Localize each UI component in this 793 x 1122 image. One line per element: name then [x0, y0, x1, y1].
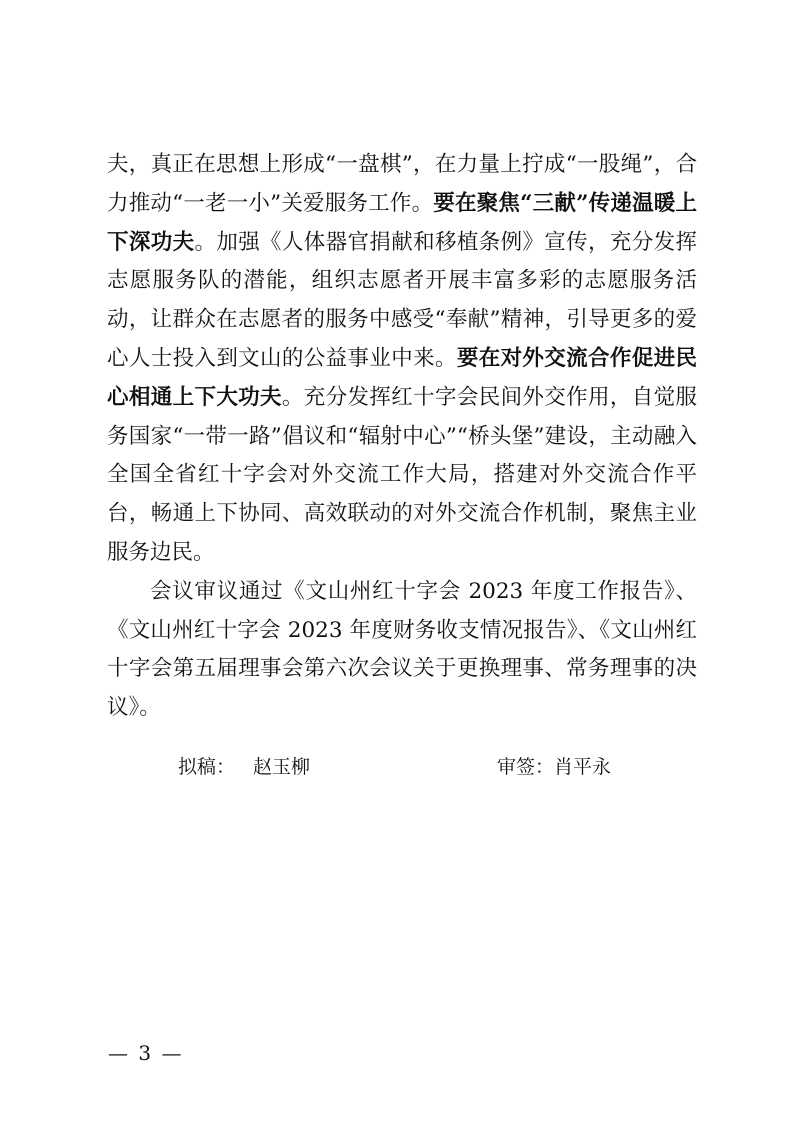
bold-heading-segment: 要在聚焦“三献”传递温暖上下深功夫	[107, 190, 697, 255]
text-segment: 夫，真正在思想上形成“一盘棋”，在力量上拧成“一股绳”，合力推动“一老一小”关爱服务工作。	[107, 152, 697, 216]
approver-name: 肖平永	[554, 756, 612, 778]
approver-label: 审签：	[497, 756, 555, 778]
approver-signature	[497, 752, 611, 779]
bold-heading-segment: 要在对外交流合作促进民心相通上下大功夫	[107, 345, 697, 410]
drafter-signature	[178, 752, 310, 779]
paragraph-2	[107, 573, 697, 728]
drafter-label: 拟稿：	[178, 756, 236, 778]
drafter-name: 赵玉柳	[253, 756, 311, 778]
text-segment: 。加强《人体器官捐献和移植条例》宣传，充分发挥志愿服务队的潜能，组织志愿者开展丰富多彩的志愿服务活动，让群众在志愿者的服务中感受“奉献”精神，引导更多的爱心人士投入到文山的公益事业中来。	[107, 229, 697, 371]
text-segment: 。充分发挥红十字会民间外交作用，自觉服务国家“一带一路”倡议和“辐射中心”“桥头堡”建设，主动融入全国全省红十字会对外交流工作大局，搭建对外交流合作平台，畅通上下协同、高效联动的对外交流合作机制，聚焦主业服务边民。	[107, 384, 697, 565]
signature-row	[0, 752, 793, 782]
paragraph-1	[107, 146, 697, 573]
text-segment: 会议审议通过《文山州红十字会 2023 年度工作报告》、《文山州红十字会 2023 年度财务收支情况报告》、《文山州红十字会第五届理事会第六次会议关于更换理事、常务理事的决议》。	[107, 578, 697, 721]
body-text	[107, 146, 697, 728]
page-number: — 3 —	[108, 1041, 184, 1065]
